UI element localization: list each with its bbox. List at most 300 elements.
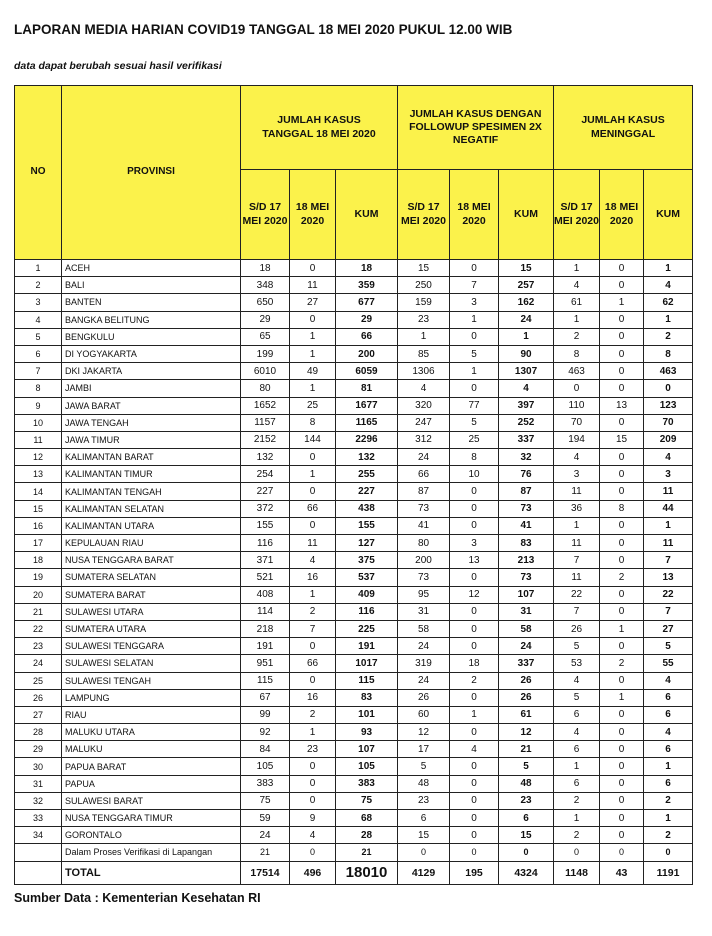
cell-18mei-kasus: 1 bbox=[290, 724, 336, 741]
col-header-kum: KUM bbox=[499, 170, 554, 260]
cell-18mei-followup: 0 bbox=[450, 758, 499, 775]
cell-kum-kasus: 383 bbox=[336, 775, 398, 792]
cell-18mei-kasus: 9 bbox=[290, 810, 336, 827]
cell-18mei-followup: 0 bbox=[450, 517, 499, 534]
cell-sd17-followup: 73 bbox=[398, 500, 450, 517]
cell-provinsi: PAPUA bbox=[62, 775, 241, 792]
cell-sd17-followup: 24 bbox=[398, 638, 450, 655]
cell-18mei-followup: 1 bbox=[450, 706, 499, 723]
cell-no: 30 bbox=[15, 758, 62, 775]
cell-sd17-followup: 23 bbox=[398, 311, 450, 328]
cell-kum-meninggal: 4 bbox=[644, 724, 693, 741]
cell-18mei-meninggal: 0 bbox=[600, 552, 644, 569]
cell-sd17-meninggal: 5 bbox=[554, 689, 600, 706]
cell-no: 25 bbox=[15, 672, 62, 689]
cell-no: 33 bbox=[15, 810, 62, 827]
report-subtitle: data dapat berubah sesuai hasil verifikasi bbox=[14, 60, 222, 72]
cell-kum-meninggal: 27 bbox=[644, 620, 693, 637]
cell-18mei-kasus: 1 bbox=[290, 586, 336, 603]
cell-18mei-kasus: 1 bbox=[290, 328, 336, 345]
cell-sd17-followup: 17 bbox=[398, 741, 450, 758]
cell-sd17-kasus: 116 bbox=[241, 535, 290, 552]
cell-sd17-followup: 1 bbox=[398, 328, 450, 345]
cell-provinsi: LAMPUNG bbox=[62, 689, 241, 706]
cell-no: 11 bbox=[15, 431, 62, 448]
cell-provinsi: BALI bbox=[62, 277, 241, 294]
cell-kum-meninggal: 6 bbox=[644, 689, 693, 706]
cell-no: 26 bbox=[15, 689, 62, 706]
cell-18mei-meninggal: 0 bbox=[600, 517, 644, 534]
cell-sd17-meninggal: 1 bbox=[554, 260, 600, 277]
table-row bbox=[15, 414, 693, 431]
cell-sd17-followup: 23 bbox=[398, 792, 450, 809]
cell-sd17-kasus: 650 bbox=[241, 294, 290, 311]
table-row bbox=[15, 449, 693, 466]
cell-no: 12 bbox=[15, 449, 62, 466]
cell-kum-followup: 5 bbox=[499, 758, 554, 775]
col-header-kum: KUM bbox=[336, 170, 398, 260]
cell-18mei-kasus: 0 bbox=[290, 638, 336, 655]
cell-sd17-followup: 1306 bbox=[398, 363, 450, 380]
cell-18mei-meninggal: 0 bbox=[600, 277, 644, 294]
cell-sd17-followup: 250 bbox=[398, 277, 450, 294]
cell-provinsi: DKI JAKARTA bbox=[62, 363, 241, 380]
cell-sd17-kasus: 18 bbox=[241, 260, 290, 277]
cell-kum-meninggal: 11 bbox=[644, 483, 693, 500]
cell-kum-followup: 26 bbox=[499, 672, 554, 689]
cell-18mei-meninggal: 0 bbox=[600, 758, 644, 775]
cell-kum-kasus: 1165 bbox=[336, 414, 398, 431]
cell-18mei-kasus: 66 bbox=[290, 655, 336, 672]
cell-18mei-meninggal: 2 bbox=[600, 569, 644, 586]
cell-sd17-meninggal: 4 bbox=[554, 724, 600, 741]
cell-sd17-followup: 60 bbox=[398, 706, 450, 723]
table-row bbox=[15, 535, 693, 552]
cell-sd17-meninggal: 11 bbox=[554, 569, 600, 586]
cell-kum-meninggal: 7 bbox=[644, 603, 693, 620]
cell-provinsi: PAPUA BARAT bbox=[62, 758, 241, 775]
cell-kum-followup: 23 bbox=[499, 792, 554, 809]
table-row bbox=[15, 775, 693, 792]
cell-kum-followup: 12 bbox=[499, 724, 554, 741]
cell-sd17-followup: 73 bbox=[398, 569, 450, 586]
table-row bbox=[15, 672, 693, 689]
col-header-18mei: 18 MEI 2020 bbox=[290, 170, 336, 260]
cell-kum-kasus: 155 bbox=[336, 517, 398, 534]
cell-18mei-followup: 0 bbox=[450, 328, 499, 345]
cell-no: 19 bbox=[15, 569, 62, 586]
cell-provinsi: Dalam Proses Verifikasi di Lapangan bbox=[62, 844, 241, 861]
cell-provinsi: KALIMANTAN SELATAN bbox=[62, 500, 241, 517]
cell-sd17-meninggal: 22 bbox=[554, 586, 600, 603]
cell-18mei-followup: 0 bbox=[450, 620, 499, 637]
table-body bbox=[15, 260, 693, 885]
cell-18mei-meninggal: 0 bbox=[600, 844, 644, 861]
cell-sd17-followup: 320 bbox=[398, 397, 450, 414]
cell-kum-followup: 24 bbox=[499, 311, 554, 328]
cell-18mei-followup: 5 bbox=[450, 414, 499, 431]
cell-kum-kasus: 66 bbox=[336, 328, 398, 345]
cell-18mei-followup: 0 bbox=[450, 724, 499, 741]
cell-18mei-kasus: 0 bbox=[290, 672, 336, 689]
cell-sd17-meninggal: 2 bbox=[554, 792, 600, 809]
cell-kum-kasus: 200 bbox=[336, 345, 398, 362]
cell-no: 14 bbox=[15, 483, 62, 500]
cell-kum-followup: 61 bbox=[499, 706, 554, 723]
cell-kum-kasus: 677 bbox=[336, 294, 398, 311]
cell-kum-meninggal: 0 bbox=[644, 380, 693, 397]
table-row bbox=[15, 345, 693, 362]
cell-kum-followup: 41 bbox=[499, 517, 554, 534]
cell-kum-kasus: 2296 bbox=[336, 431, 398, 448]
cell-sd17-followup: 26 bbox=[398, 689, 450, 706]
cell-no: 27 bbox=[15, 706, 62, 723]
cell-sd17-kasus: 65 bbox=[241, 328, 290, 345]
cell-kum-followup: 1 bbox=[499, 328, 554, 345]
cell-18mei-meninggal: 0 bbox=[600, 827, 644, 844]
cell-18mei-kasus: 2 bbox=[290, 603, 336, 620]
total-row bbox=[15, 861, 693, 884]
table-row bbox=[15, 552, 693, 569]
group-header-followup: JUMLAH KASUS DENGAN FOLLOWUP SPESIMEN 2X NEGATIF bbox=[398, 86, 554, 170]
cell-sd17-kasus: 84 bbox=[241, 741, 290, 758]
cell-kum-meninggal: 70 bbox=[644, 414, 693, 431]
cell-kum-followup: 15 bbox=[499, 827, 554, 844]
cell-sd17-meninggal: 26 bbox=[554, 620, 600, 637]
cell-18mei-meninggal: 0 bbox=[600, 328, 644, 345]
table-row bbox=[15, 260, 693, 277]
cell-kum-followup: 31 bbox=[499, 603, 554, 620]
cell-sd17-kasus: 155 bbox=[241, 517, 290, 534]
col-header-18mei: 18 MEI 2020 bbox=[450, 170, 499, 260]
table-row bbox=[15, 380, 693, 397]
cell-sd17-meninggal: 7 bbox=[554, 603, 600, 620]
cell-sd17-meninggal: 6 bbox=[554, 741, 600, 758]
cell-sd17-kasus: 521 bbox=[241, 569, 290, 586]
cell-kum-meninggal: 62 bbox=[644, 294, 693, 311]
cell-18mei-meninggal: 8 bbox=[600, 500, 644, 517]
cell-18mei-meninggal: 15 bbox=[600, 431, 644, 448]
cell-provinsi: MALUKU bbox=[62, 741, 241, 758]
cell-no: 3 bbox=[15, 294, 62, 311]
cell-provinsi: ACEH bbox=[62, 260, 241, 277]
cell-sd17-kasus: 348 bbox=[241, 277, 290, 294]
cell-kum-followup: 73 bbox=[499, 569, 554, 586]
cell-sd17-kasus: 372 bbox=[241, 500, 290, 517]
cell-sd17-meninggal: 110 bbox=[554, 397, 600, 414]
cell-no: 24 bbox=[15, 655, 62, 672]
cell-kum-meninggal: 6 bbox=[644, 741, 693, 758]
cell-18mei-followup: 0 bbox=[450, 844, 499, 861]
cell-18mei-meninggal: 0 bbox=[600, 483, 644, 500]
cell-kum-kasus: 83 bbox=[336, 689, 398, 706]
table-row bbox=[15, 569, 693, 586]
cell-no: 18 bbox=[15, 552, 62, 569]
cell-18mei-meninggal: 0 bbox=[600, 775, 644, 792]
cell-kum-followup: 337 bbox=[499, 655, 554, 672]
cell-kum-meninggal: 1 bbox=[644, 311, 693, 328]
cell-no: 31 bbox=[15, 775, 62, 792]
cell-sd17-followup: 200 bbox=[398, 552, 450, 569]
cell-kum-meninggal: 3 bbox=[644, 466, 693, 483]
cell-sd17-followup: 15 bbox=[398, 260, 450, 277]
cell-kum-followup: 48 bbox=[499, 775, 554, 792]
cell-no bbox=[15, 844, 62, 861]
cell-18mei-kasus: 8 bbox=[290, 414, 336, 431]
cell-no bbox=[15, 861, 62, 884]
cell-no: 21 bbox=[15, 603, 62, 620]
cell-kum-followup: 252 bbox=[499, 414, 554, 431]
cell-18mei-meninggal: 1 bbox=[600, 620, 644, 637]
cell-sd17-kasus: 191 bbox=[241, 638, 290, 655]
cell-18mei-kasus: 0 bbox=[290, 758, 336, 775]
cell-18mei-followup: 0 bbox=[450, 775, 499, 792]
cell-sd17-kasus: 80 bbox=[241, 380, 290, 397]
cell-sd17-kasus: 2152 bbox=[241, 431, 290, 448]
cell-sd17-meninggal: 6 bbox=[554, 775, 600, 792]
cell-18mei-kasus: 496 bbox=[290, 861, 336, 884]
cell-sd17-meninggal: 0 bbox=[554, 844, 600, 861]
cell-sd17-kasus: 408 bbox=[241, 586, 290, 603]
cell-kum-followup: 337 bbox=[499, 431, 554, 448]
cell-18mei-meninggal: 43 bbox=[600, 861, 644, 884]
cell-18mei-kasus: 0 bbox=[290, 775, 336, 792]
cell-no: 16 bbox=[15, 517, 62, 534]
cell-sd17-meninggal: 1148 bbox=[554, 861, 600, 884]
cell-sd17-kasus: 227 bbox=[241, 483, 290, 500]
col-header-sd17: S/D 17 MEI 2020 bbox=[398, 170, 450, 260]
cell-18mei-kasus: 0 bbox=[290, 844, 336, 861]
cell-sd17-meninggal: 70 bbox=[554, 414, 600, 431]
table-row bbox=[15, 741, 693, 758]
cell-18mei-kasus: 27 bbox=[290, 294, 336, 311]
cell-kum-followup: 24 bbox=[499, 638, 554, 655]
cell-kum-kasus: 1017 bbox=[336, 655, 398, 672]
covid-report-table bbox=[14, 85, 693, 885]
cell-sd17-meninggal: 8 bbox=[554, 345, 600, 362]
cell-kum-meninggal: 7 bbox=[644, 552, 693, 569]
cell-sd17-kasus: 218 bbox=[241, 620, 290, 637]
cell-kum-kasus: 68 bbox=[336, 810, 398, 827]
cell-sd17-meninggal: 463 bbox=[554, 363, 600, 380]
cell-kum-kasus: 21 bbox=[336, 844, 398, 861]
cell-sd17-meninggal: 61 bbox=[554, 294, 600, 311]
cell-kum-kasus: 359 bbox=[336, 277, 398, 294]
cell-provinsi: DI YOGYAKARTA bbox=[62, 345, 241, 362]
table-row bbox=[15, 311, 693, 328]
cell-18mei-followup: 0 bbox=[450, 260, 499, 277]
cell-no: 22 bbox=[15, 620, 62, 637]
cell-no: 32 bbox=[15, 792, 62, 809]
cell-sd17-meninggal: 4 bbox=[554, 672, 600, 689]
cell-kum-meninggal: 22 bbox=[644, 586, 693, 603]
table-row bbox=[15, 724, 693, 741]
col-header-no: NO bbox=[15, 86, 62, 260]
cell-sd17-kasus: 105 bbox=[241, 758, 290, 775]
cell-kum-kasus: 105 bbox=[336, 758, 398, 775]
cell-no: 1 bbox=[15, 260, 62, 277]
cell-18mei-followup: 1 bbox=[450, 311, 499, 328]
cell-18mei-kasus: 1 bbox=[290, 380, 336, 397]
cell-sd17-meninggal: 0 bbox=[554, 380, 600, 397]
cell-sd17-kasus: 383 bbox=[241, 775, 290, 792]
cell-sd17-followup: 159 bbox=[398, 294, 450, 311]
cell-18mei-meninggal: 13 bbox=[600, 397, 644, 414]
cell-sd17-kasus: 6010 bbox=[241, 363, 290, 380]
cell-sd17-followup: 319 bbox=[398, 655, 450, 672]
cell-provinsi: GORONTALO bbox=[62, 827, 241, 844]
cell-18mei-meninggal: 0 bbox=[600, 311, 644, 328]
table-row bbox=[15, 466, 693, 483]
table-row bbox=[15, 603, 693, 620]
table-row bbox=[15, 483, 693, 500]
cell-kum-followup: 162 bbox=[499, 294, 554, 311]
table-row bbox=[15, 277, 693, 294]
cell-kum-meninggal: 6 bbox=[644, 775, 693, 792]
cell-provinsi: BANTEN bbox=[62, 294, 241, 311]
cell-18mei-followup: 2 bbox=[450, 672, 499, 689]
cell-kum-kasus: 227 bbox=[336, 483, 398, 500]
cell-18mei-kasus: 0 bbox=[290, 449, 336, 466]
cell-no: 6 bbox=[15, 345, 62, 362]
cell-sd17-meninggal: 4 bbox=[554, 449, 600, 466]
cell-no: 10 bbox=[15, 414, 62, 431]
cell-no: 9 bbox=[15, 397, 62, 414]
cell-provinsi: SUMATERA UTARA bbox=[62, 620, 241, 637]
cell-sd17-kasus: 59 bbox=[241, 810, 290, 827]
table-row bbox=[15, 792, 693, 809]
cell-sd17-meninggal: 1 bbox=[554, 758, 600, 775]
cell-kum-kasus: 1677 bbox=[336, 397, 398, 414]
cell-18mei-kasus: 11 bbox=[290, 535, 336, 552]
cell-kum-kasus: 6059 bbox=[336, 363, 398, 380]
cell-18mei-kasus: 49 bbox=[290, 363, 336, 380]
cell-sd17-followup: 85 bbox=[398, 345, 450, 362]
cell-18mei-meninggal: 0 bbox=[600, 449, 644, 466]
cell-18mei-kasus: 11 bbox=[290, 277, 336, 294]
cell-18mei-followup: 0 bbox=[450, 638, 499, 655]
cell-kum-meninggal: 1 bbox=[644, 758, 693, 775]
cell-18mei-followup: 0 bbox=[450, 827, 499, 844]
cell-provinsi: SULAWESI TENGGARA bbox=[62, 638, 241, 655]
cell-provinsi: JAWA TIMUR bbox=[62, 431, 241, 448]
cell-sd17-meninggal: 194 bbox=[554, 431, 600, 448]
cell-provinsi: KEPULAUAN RIAU bbox=[62, 535, 241, 552]
cell-kum-kasus: 107 bbox=[336, 741, 398, 758]
cell-kum-followup: 83 bbox=[499, 535, 554, 552]
group-header-kasus: JUMLAH KASUS TANGGAL 18 MEI 2020 bbox=[241, 86, 398, 170]
cell-18mei-followup: 195 bbox=[450, 861, 499, 884]
cell-sd17-kasus: 75 bbox=[241, 792, 290, 809]
cell-provinsi: JAWA BARAT bbox=[62, 397, 241, 414]
cell-kum-followup: 397 bbox=[499, 397, 554, 414]
cell-no: 28 bbox=[15, 724, 62, 741]
cell-kum-followup: 87 bbox=[499, 483, 554, 500]
cell-18mei-kasus: 4 bbox=[290, 827, 336, 844]
cell-no: 23 bbox=[15, 638, 62, 655]
cell-18mei-meninggal: 0 bbox=[600, 638, 644, 655]
header-group-row bbox=[15, 86, 693, 170]
cell-sd17-followup: 12 bbox=[398, 724, 450, 741]
table-row bbox=[15, 810, 693, 827]
cell-kum-meninggal: 5 bbox=[644, 638, 693, 655]
cell-18mei-kasus: 7 bbox=[290, 620, 336, 637]
cell-kum-kasus: 132 bbox=[336, 449, 398, 466]
cell-18mei-meninggal: 0 bbox=[600, 586, 644, 603]
cell-kum-followup: 4324 bbox=[499, 861, 554, 884]
cell-kum-followup: 1307 bbox=[499, 363, 554, 380]
cell-sd17-kasus: 951 bbox=[241, 655, 290, 672]
cell-provinsi: BANGKA BELITUNG bbox=[62, 311, 241, 328]
cell-kum-followup: 213 bbox=[499, 552, 554, 569]
table-row bbox=[15, 328, 693, 345]
cell-no: 17 bbox=[15, 535, 62, 552]
cell-18mei-kasus: 0 bbox=[290, 311, 336, 328]
cell-sd17-kasus: 67 bbox=[241, 689, 290, 706]
cell-18mei-meninggal: 0 bbox=[600, 603, 644, 620]
cell-18mei-kasus: 144 bbox=[290, 431, 336, 448]
cell-kum-meninggal: 55 bbox=[644, 655, 693, 672]
table-row bbox=[15, 500, 693, 517]
cell-18mei-kasus: 23 bbox=[290, 741, 336, 758]
cell-kum-kasus: 537 bbox=[336, 569, 398, 586]
cell-sd17-meninggal: 11 bbox=[554, 535, 600, 552]
cell-kum-meninggal: 209 bbox=[644, 431, 693, 448]
cell-kum-followup: 0 bbox=[499, 844, 554, 861]
cell-provinsi: MALUKU UTARA bbox=[62, 724, 241, 741]
cell-18mei-meninggal: 1 bbox=[600, 294, 644, 311]
cell-kum-followup: 76 bbox=[499, 466, 554, 483]
col-header-kum: KUM bbox=[644, 170, 693, 260]
cell-kum-meninggal: 123 bbox=[644, 397, 693, 414]
table-row bbox=[15, 586, 693, 603]
cell-no: 34 bbox=[15, 827, 62, 844]
cell-18mei-meninggal: 0 bbox=[600, 535, 644, 552]
cell-provinsi: SULAWESI TENGAH bbox=[62, 672, 241, 689]
cell-no: 15 bbox=[15, 500, 62, 517]
cell-sd17-followup: 4 bbox=[398, 380, 450, 397]
cell-kum-kasus: 93 bbox=[336, 724, 398, 741]
cell-kum-kasus: 191 bbox=[336, 638, 398, 655]
cell-kum-meninggal: 44 bbox=[644, 500, 693, 517]
cell-provinsi: KALIMANTAN UTARA bbox=[62, 517, 241, 534]
cell-18mei-meninggal: 0 bbox=[600, 792, 644, 809]
cell-18mei-followup: 10 bbox=[450, 466, 499, 483]
cell-18mei-followup: 3 bbox=[450, 294, 499, 311]
cell-sd17-followup: 58 bbox=[398, 620, 450, 637]
cell-kum-kasus: 438 bbox=[336, 500, 398, 517]
cell-18mei-kasus: 0 bbox=[290, 792, 336, 809]
cell-sd17-followup: 87 bbox=[398, 483, 450, 500]
cell-sd17-meninggal: 11 bbox=[554, 483, 600, 500]
cell-kum-kasus: 29 bbox=[336, 311, 398, 328]
cell-kum-meninggal: 4 bbox=[644, 449, 693, 466]
cell-18mei-followup: 0 bbox=[450, 500, 499, 517]
cell-18mei-meninggal: 0 bbox=[600, 380, 644, 397]
cell-kum-meninggal: 13 bbox=[644, 569, 693, 586]
cell-18mei-meninggal: 0 bbox=[600, 672, 644, 689]
cell-18mei-followup: 0 bbox=[450, 483, 499, 500]
cell-sd17-meninggal: 36 bbox=[554, 500, 600, 517]
cell-kum-meninggal: 1 bbox=[644, 517, 693, 534]
cell-kum-kasus: 18010 bbox=[336, 861, 398, 884]
cell-no: 5 bbox=[15, 328, 62, 345]
table-row bbox=[15, 655, 693, 672]
cell-sd17-kasus: 24 bbox=[241, 827, 290, 844]
cell-kum-meninggal: 2 bbox=[644, 827, 693, 844]
cell-18mei-followup: 0 bbox=[450, 689, 499, 706]
cell-sd17-followup: 15 bbox=[398, 827, 450, 844]
